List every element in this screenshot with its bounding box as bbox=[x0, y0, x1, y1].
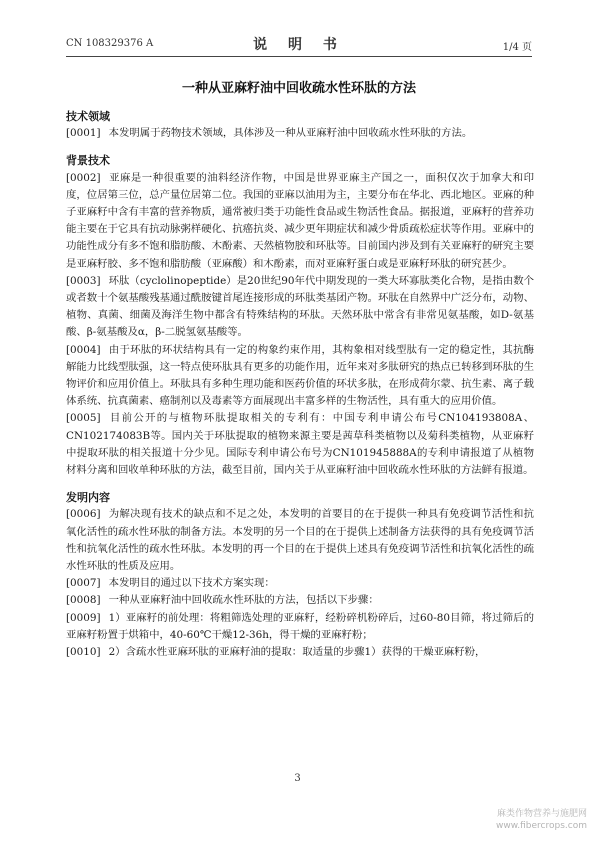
paragraph bbox=[66, 592, 534, 609]
document-number: CN 108329376 A bbox=[66, 38, 154, 49]
page-info: 1/4 页 bbox=[502, 42, 532, 53]
section-heading: 技术领域 bbox=[66, 110, 110, 123]
watermark-url: www.fibercrops.com bbox=[496, 821, 587, 831]
watermark bbox=[496, 808, 587, 832]
paragraph bbox=[66, 506, 534, 575]
paragraph bbox=[66, 644, 534, 661]
paragraph-number: [0007] bbox=[66, 577, 101, 590]
watermark-site-name: 麻类作物营养与施肥网 bbox=[496, 809, 587, 819]
paragraph-text: 1）亚麻籽的前处理：将粗筛选处理的亚麻籽，经粉碎机粉碎后，过60-80目筛，将过筛后的亚麻籽粉置于烘箱中，40-60℃干燥12-36h，得干燥的亚麻籽粉； bbox=[66, 611, 534, 641]
paragraph-number: [0004] bbox=[66, 343, 101, 356]
paragraph-text: 亚麻是一种很重要的油料经济作物，中国是世界亚麻主产国之一，面积仅次于加拿大和印度，位居第三位，总产量位居第二位。我国的亚麻以油用为主，主要分布在华北、西北地区。亚麻的种子亚麻籽中含有丰富的营养物质，通常被归类于功能性食品或生物活性食品。据报道，亚麻籽的营养功能主要在于它具有抗动脉粥样硬化、抗癌抗炎、减少更年期症状和减少骨质疏松症状等作用。亚麻中的功能性成分有多不饱和脂肪酸、木酚素、天然植物胶和环肽等。目前国内涉及到有关亚麻籽的研究主要是亚麻籽胶、多不饱和脂肪酸（亚麻酸）和木酚素，而对亚麻籽蛋白或是亚麻籽环肽的研究甚少。 bbox=[66, 171, 534, 270]
paragraph-text: 由于环肽的环状结构具有一定的构象约束作用，其构象相对线型肽有一定的稳定性，其抗酶解能力比线型肽强，这一特点使环肽具有更多的功能作用，近年来对多肽研究的热点已转移到环肽的生物评价和应用价值上。环肽具有多种生理功能和医药价值的环状多肽，在形成荷尔蒙、抗生素、离子载体系统、抗真菌素、癌制剂以及毒素等方面展现出丰富多样的生物活性，具有重大的应用价值。 bbox=[66, 343, 534, 408]
section-heading: 发明内容 bbox=[66, 491, 110, 505]
paragraph-number: [0005] bbox=[66, 412, 101, 425]
document-body bbox=[66, 108, 534, 661]
document-type: 说 明 书 bbox=[253, 37, 345, 53]
page-number: 3 bbox=[294, 773, 301, 784]
paragraph-number: [0010] bbox=[66, 646, 101, 659]
paragraph-number: [0001] bbox=[66, 127, 101, 140]
section-heading: 背景技术 bbox=[66, 154, 110, 168]
paragraph-text: 目前公开的与植物环肽提取相关的专利有：中国专利申请公布号CN104193808A、CN102174083B等。国内关于环肽提取的植物来源主要是茜草科类植物以及菊科类植物，从亚麻籽中提取环肽的相关报道十分少见。国际专利申请公布号为CN101945888A的专利申请报道了从植物材料分离和回收单种环肽的方法，截至目前，国内关于从亚麻籽油中回收疏水性环肽的方法鲜有报道。 bbox=[66, 412, 534, 477]
paragraph-text: 环肽（cyclolinopeptide）是20世纪90年代中期发现的一类大环寡肽类化合物，是指由数个或者数十个氨基酸残基通过酰胺键首尾连接形成的环肽类基团产物。环肽在自然界中广泛分布，动物、植物、真菌、细菌及海洋生物中都含有特殊结构的环肽。天然环肽中常含有非常见氨基酸，如D-氨基酸、β-氨基酸及α，β-二脱氢氨基酸等。 bbox=[66, 274, 534, 339]
paragraph bbox=[66, 610, 534, 644]
paragraph-number: [0006] bbox=[66, 508, 101, 521]
paragraph-text: 一种从亚麻籽油中回收疏水性环肽的方法，包括以下步骤： bbox=[108, 594, 379, 607]
paragraph-text: 2）含疏水性亚麻环肽的亚麻籽油的提取：取适量的步骤1）获得的干燥亚麻籽粉， bbox=[108, 646, 486, 659]
paragraph-number: [0002] bbox=[66, 171, 101, 184]
paragraph-text: 为解决现有技术的缺点和不足之处，本发明的首要目的在于提供一种具有免疫调节活性和抗氧化活性的疏水性环肽的制备方法。本发明的另一个目的在于提供上述制备方法获得的具有免疫调节活性和抗氧化活性的疏水性环肽。本发明的再一个目的在于提供上述具有免疫调节活性和抗氧化活性的疏水性环肽的性质及应用。 bbox=[66, 508, 534, 573]
page-header bbox=[66, 34, 532, 54]
paragraph-number: [0009] bbox=[66, 611, 101, 624]
document-title: 一种从亚麻籽油中回收疏水性环肽的方法 bbox=[181, 81, 416, 96]
paragraph-text: 本发明目的通过以下技术方案实现： bbox=[108, 577, 275, 590]
paragraph bbox=[66, 410, 534, 479]
paragraph bbox=[66, 170, 534, 273]
paragraph bbox=[66, 342, 534, 411]
paragraph-number: [0003] bbox=[66, 274, 101, 287]
header-divider bbox=[66, 56, 532, 57]
paragraph bbox=[66, 575, 534, 592]
paragraph bbox=[66, 125, 534, 142]
paragraph bbox=[66, 273, 534, 342]
paragraph-text: 本发明属于药物技术领域，具体涉及一种从亚麻籽油中回收疏水性环肽的方法。 bbox=[108, 127, 473, 140]
paragraph-number: [0008] bbox=[66, 594, 101, 607]
